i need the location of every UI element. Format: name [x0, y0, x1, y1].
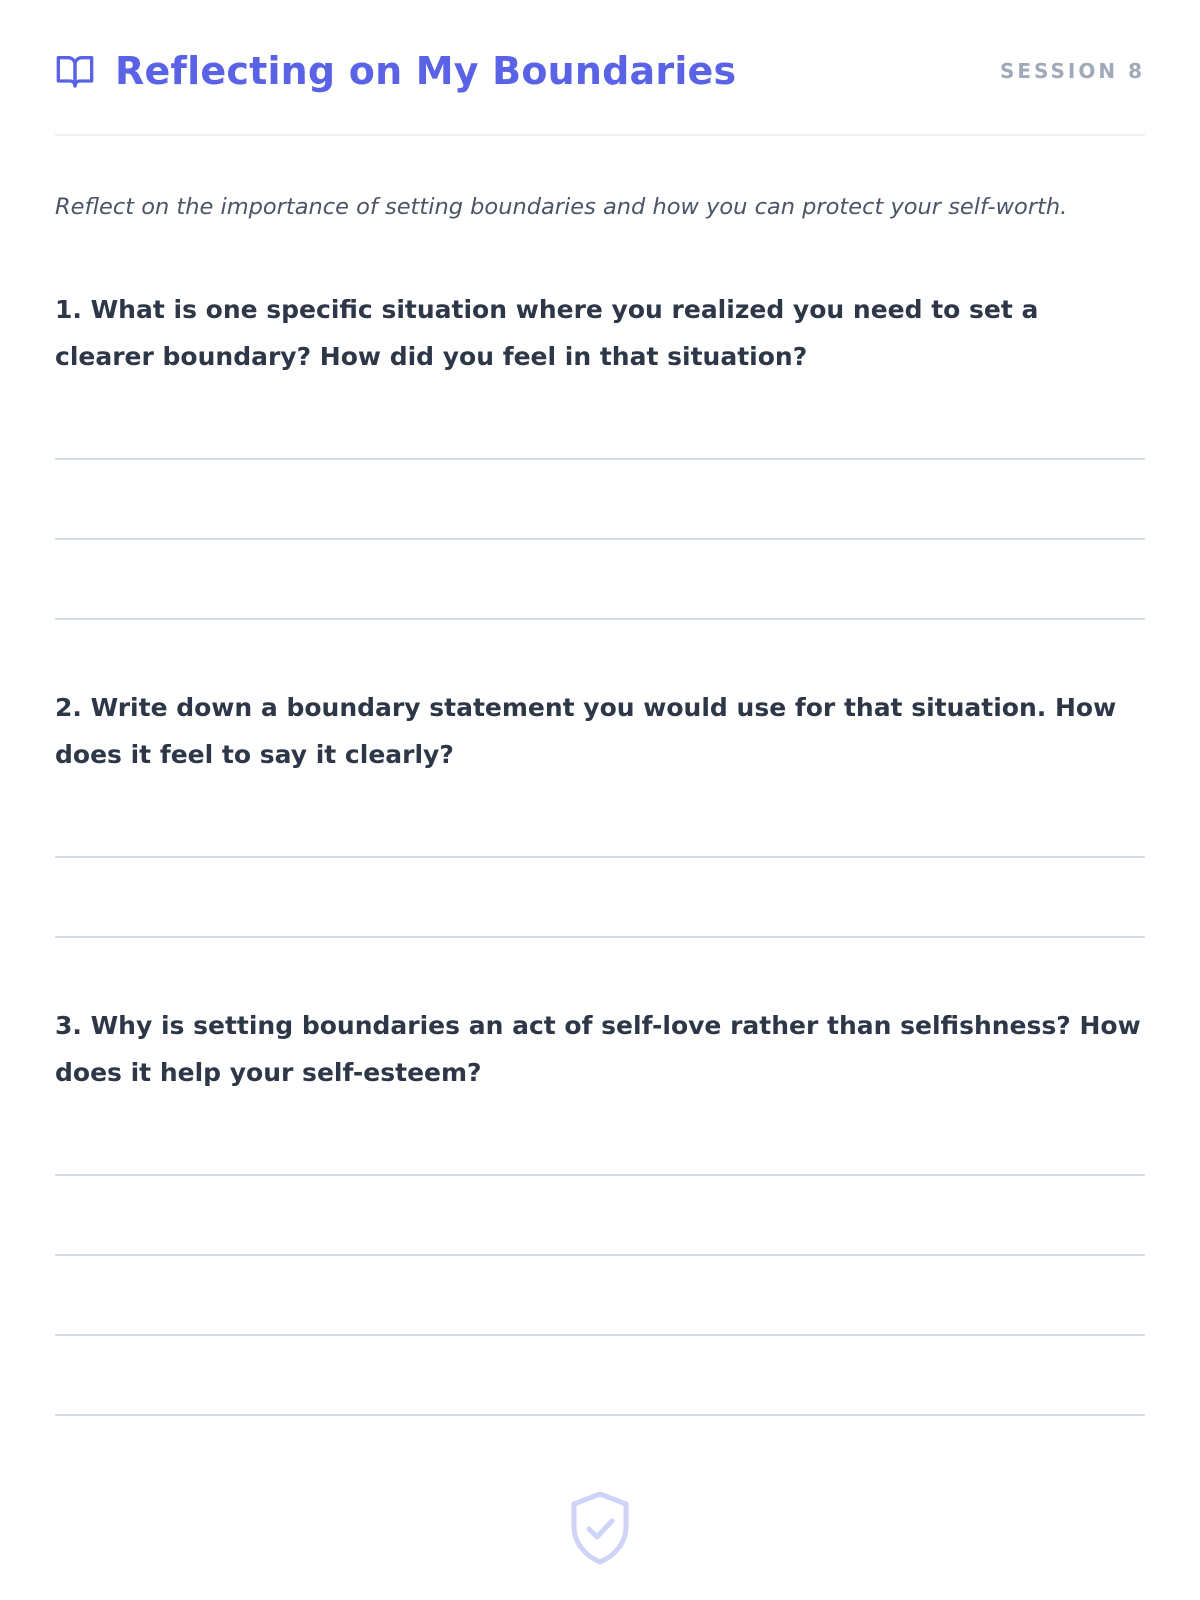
- answer-lines-3: [55, 1140, 1145, 1416]
- title-group: [55, 49, 736, 93]
- answer-line[interactable]: [55, 460, 1145, 540]
- page-header: [55, 0, 1145, 136]
- intro-text: Reflect on the importance of setting boundaries and how you can protect your self-worth.: [55, 194, 1068, 220]
- question-1: 1. What is one specific situation where you realized you need to set a clearer boundary? How did you feel in that situation?: [55, 295, 1039, 371]
- page-title: Reflecting on My Boundaries: [115, 49, 737, 93]
- answer-line[interactable]: [55, 822, 1145, 858]
- answer-lines-1: [55, 424, 1145, 620]
- answer-line[interactable]: [55, 1140, 1145, 1176]
- answer-lines-2: [55, 822, 1145, 938]
- shield-check-icon: [568, 1490, 632, 1566]
- book-icon: [55, 51, 95, 91]
- answer-line[interactable]: [55, 1176, 1145, 1256]
- answer-line[interactable]: [55, 858, 1145, 938]
- answer-line[interactable]: [55, 540, 1145, 620]
- session-label: SESSION 8: [999, 59, 1145, 83]
- question-3: 3. Why is setting boundaries an act of self-love rather than selfishness? How does it help your self-esteem?: [55, 1011, 1141, 1087]
- answer-line[interactable]: [55, 1336, 1145, 1416]
- question-2: 2. Write down a boundary statement you would use for that situation. How does it feel to say it clearly?: [55, 693, 1117, 769]
- answer-line[interactable]: [55, 1256, 1145, 1336]
- answer-line[interactable]: [55, 424, 1145, 460]
